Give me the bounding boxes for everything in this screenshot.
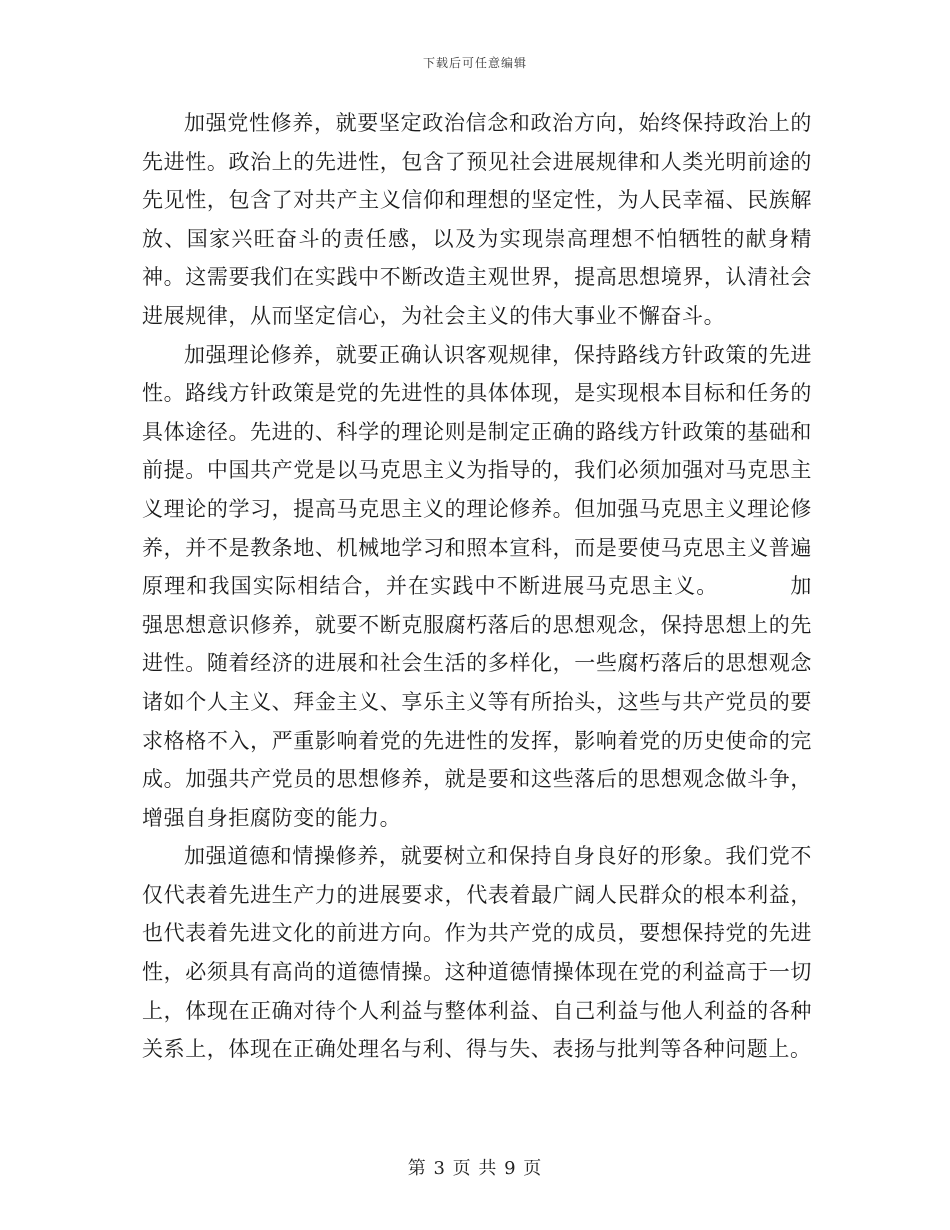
- header-note: 下载后可任意编辑: [422, 56, 527, 70]
- paragraph-ideology: 加强思想意识修养，就要不断克服腐朽落后的思想观念，保持思想上的先进性。随着经济的进展和社会生活的多样化，一些腐朽落后的思想观念诸如个人主义、拜金主义、享乐主义等有所抬头，这些与共产党员的要求格格不入，严重影响着党的先进性的发挥，影响着党的历史使命的完成。加强共产党员的思想修养，就是要和这些落后的思想观念做斗争，增强自身拒腐防变的能力。: [142, 574, 812, 830]
- paragraph-morality: 加强道德和情操修养，就要树立和保持自身良好的形象。我们党不仅代表着先进生产力的进展要求，代表着最广阔人民群众的根本利益，也代表着先进文化的前进方向。作为共产党的成员，要想保持党的先进性，必须具有高尚的道德情操。这种道德情操体现在党的利益高于一切上，体现在正确对待个人利益与整体利益、自己利益与他人利益的各种关系上，体现在正确处理名与利、得与失、表扬与批判等各种问题上。: [142, 844, 812, 1062]
- paragraph-theory: 加强理论修养，就要正确认识客观规律，保持路线方针政策的先进性。路线方针政策是党的先进性的具体体现，是实现根本目标和任务的具体途径。先进的、科学的理论则是制定正确的路线方针政策的基础和前提。中国共产党是以马克思主义为指导的，我们必须加强对马克思主义理论的学习，提高马克思主义的理论修养。但加强马克思主义理论修养，并不是教条地、机械地学习和照本宣科，而是要使马克思主义普遍原理和我国实际相结合，并在实践中不断进展马克思主义。: [142, 342, 812, 599]
- page-number: 第 3 页 共 9 页: [407, 1158, 543, 1179]
- paragraph-party-spirit: 加强党性修养，就要坚定政治信念和政治方向，始终保持政治上的先进性。政治上的先进性，包含了预见社会进展规律和人类光明前途的先见性，包含了对共产主义信仰和理想的坚定性，为人民幸福、民族解放、国家兴旺奋斗的责任感，以及为实现崇高理想不怕牺牲的献身精神。这需要我们在实践中不断改造主观世界，提高思想境界，认清社会进展规律，从而坚定信心，为社会主义的伟大事业不懈奋斗。: [142, 111, 812, 328]
- paragraph-theory-and-ideology: [142, 336, 812, 838]
- document-body: [142, 104, 812, 1069]
